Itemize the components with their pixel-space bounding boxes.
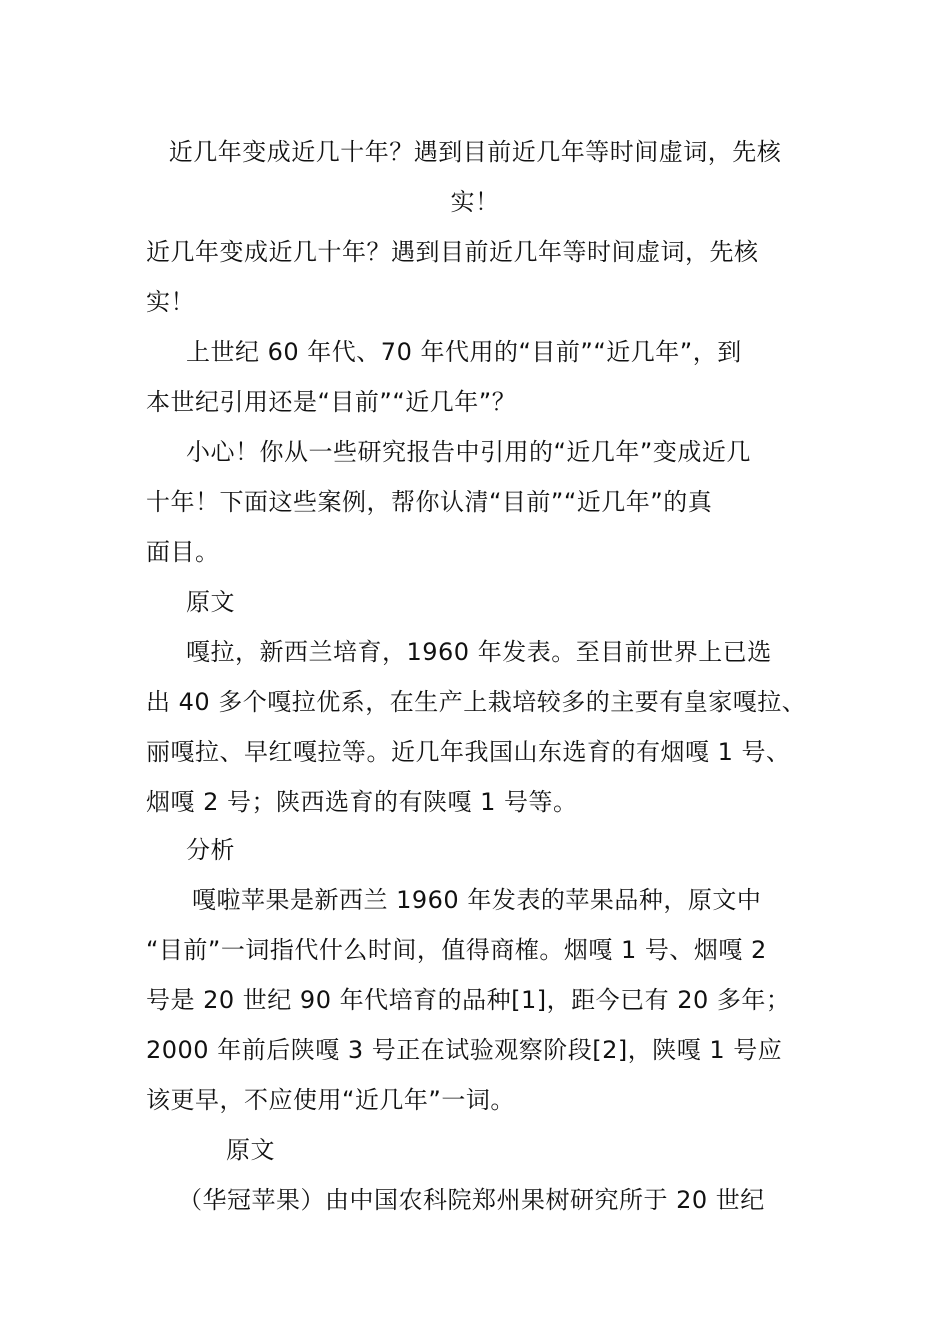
document-title-line-1: 近几年变成近几十年？遇到目前近几年等时间虚词，先核 [168, 138, 782, 166]
paragraph-intro-2-line-1: 小心！你从一些研究报告中引用的“近几年”变成近几 [186, 438, 751, 466]
paragraph-analysis-1-line-1: 嘎啦苹果是新西兰 1960 年发表的苹果品种，原文中 [192, 886, 762, 914]
paragraph-analysis-1-line-2: “目前”一词指代什么时间，值得商榷。烟嘎 1 号、烟嘎 2 [146, 936, 767, 964]
paragraph-intro-2-line-2: 十年！下面这些案例，帮你认清“目前”“近几年”的真 [146, 488, 713, 516]
paragraph-analysis-1-line-4: 2000 年前后陕嘎 3 号正在试验观察阶段[2]，陕嘎 1 号应 [146, 1036, 783, 1064]
paragraph-intro-1-line-1: 上世纪 60 年代、70 年代用的“目前”“近几年”，到 [186, 338, 742, 366]
heading-original-1: 原文 [186, 588, 235, 616]
paragraph-repeat-title-line-2: 实！ [146, 288, 195, 316]
paragraph-intro-2-line-3: 面目。 [146, 538, 220, 566]
paragraph-original-2-line-1: （华冠苹果）由中国农科院郑州果树研究所于 20 世纪 [178, 1186, 765, 1214]
paragraph-original-1-line-1: 嘎拉，新西兰培育，1960 年发表。至目前世界上已选 [186, 638, 772, 666]
paragraph-intro-1-line-2: 本世纪引用还是“目前”“近几年”？ [146, 388, 517, 416]
heading-analysis-1: 分析 [186, 836, 235, 864]
heading-original-2: 原文 [226, 1136, 275, 1164]
paragraph-analysis-1-line-5: 该更早，不应使用“近几年”一词。 [146, 1086, 515, 1114]
paragraph-repeat-title-line-1: 近几年变成近几十年？遇到目前近几年等时间虚词，先核 [146, 238, 759, 266]
paragraph-analysis-1-line-3: 号是 20 世纪 90 年代培育的品种[1]，距今已有 20 多年； [146, 986, 791, 1014]
paragraph-original-1-line-3: 丽嘎拉、早红嘎拉等。近几年我国山东选育的有烟嘎 1 号、 [146, 738, 791, 766]
paragraph-original-1-line-2: 出 40 多个嘎拉优系，在生产上栽培较多的主要有皇家嘎拉、 [146, 688, 807, 716]
document-title-line-2: 实！ [450, 188, 500, 216]
paragraph-original-1-line-4: 烟嘎 2 号；陕西选育的有陕嘎 1 号等。 [146, 788, 578, 816]
